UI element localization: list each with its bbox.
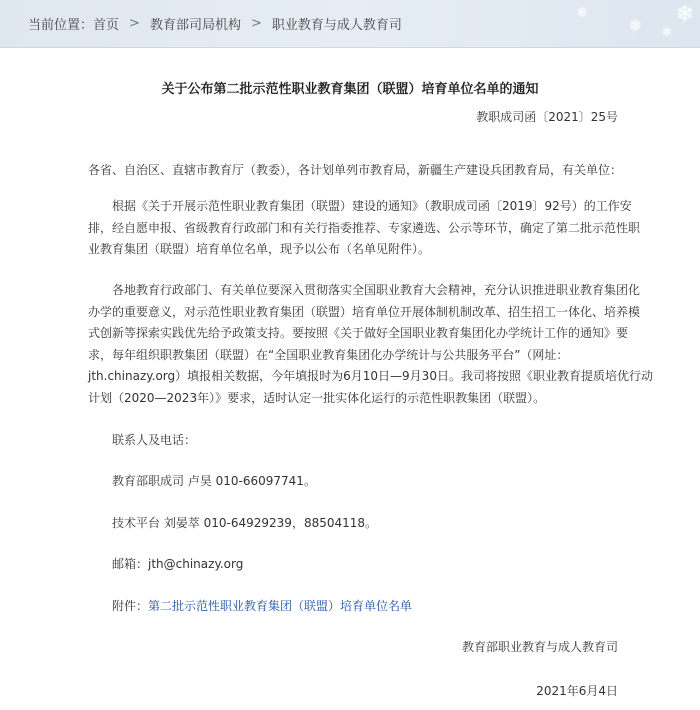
issuer-signature: 教育部职业教育与成人教育司 <box>461 640 618 654</box>
paragraph-line: 各地教育行政部门、有关单位要深入贯彻落实全国职业教育大会精神，充分认识推进职业教育集团化 <box>112 283 641 297</box>
breadcrumb-prefix: 当前位置： <box>28 18 94 33</box>
snowflake-icon: ❄ <box>675 2 694 27</box>
document-body <box>0 48 700 710</box>
snowflake-icon: ❄ <box>661 25 672 39</box>
attachment-link[interactable]: 第二批示范性职业教育集团（联盟）培育单位名单 <box>148 599 413 613</box>
contact-label: 联系人及电话： <box>112 433 197 447</box>
breadcrumb-separator: > <box>250 16 262 31</box>
addressee-text: 各省、自治区、直辖市教育厅（教委），各计划单列市教育局，新疆生产建设兵团教育局，有关单位： <box>88 163 623 177</box>
breadcrumb-department-link[interactable]: 教育部司局机构 <box>149 18 241 33</box>
contact-tech-platform: 技术平台 刘晏萃 010-64929239，88504118。 <box>112 516 378 530</box>
paragraph-line: 求，每年组织职教集团（联盟）在“全国职业教育集团化办学统计与公共服务平台”（网址： <box>88 347 569 362</box>
paragraph-line: 式创新等探索实践优先给予政策支持。要按照《关于做好全国职业教育集团化办学统计工作的通知》要 <box>88 326 629 340</box>
paragraph-line: 根据《关于开展示范性职业教育集团（联盟）建设的通知》（教职成司函〔2019〕92号）的工作安 <box>112 199 632 213</box>
breadcrumb-current-link[interactable]: 职业教育与成人教育司 <box>271 18 402 33</box>
paragraph-1 <box>88 196 641 261</box>
document-number: 教职成司函〔2021〕25号 <box>476 110 618 124</box>
paragraph-line: 业教育集团（联盟）培育单位名单，现予以公布（名单见附件）。 <box>88 242 431 256</box>
attachment <box>112 597 412 614</box>
breadcrumb <box>0 0 700 48</box>
breadcrumb-home-link[interactable]: 首页 <box>93 18 120 33</box>
paragraph-line: 办学的重要意义，对示范性职业教育集团（联盟）培育单位开展体制机制改革、招生招工一体化、培养模 <box>88 304 641 319</box>
contact-email: 邮箱：jth@chinazy.org <box>112 557 244 571</box>
document-title: 关于公布第二批示范性职业教育集团（联盟）培育单位名单的通知 <box>161 82 539 97</box>
contact-office: 教育部职成司 卢昊 010-66097741。 <box>112 474 316 488</box>
snowflake-icon: ❄ <box>576 5 588 21</box>
breadcrumb-separator: > <box>129 16 140 31</box>
paragraph-line: 计划（2020—2023年）》要求，适时认定一批实体化运行的示范性职教集团（联盟）。 <box>88 390 546 405</box>
paragraph-line: jth.chinazy.org）填报相关数据，今年填报时为6月10日—9月30日。我司将按照《职业教育提质培优行动 <box>88 369 653 383</box>
paragraph-2 <box>88 280 653 409</box>
attachment-label: 附件： <box>112 599 149 613</box>
issue-date: 2021年6月4日 <box>536 684 618 698</box>
paragraph-line: 排，经自愿申报、省级教育行政部门和有关行指委推荐、专家遴选、公示等环节，确定了第二批示范性职 <box>88 220 641 235</box>
addressee <box>88 160 628 182</box>
snowflake-icon: ❄ <box>628 16 642 35</box>
